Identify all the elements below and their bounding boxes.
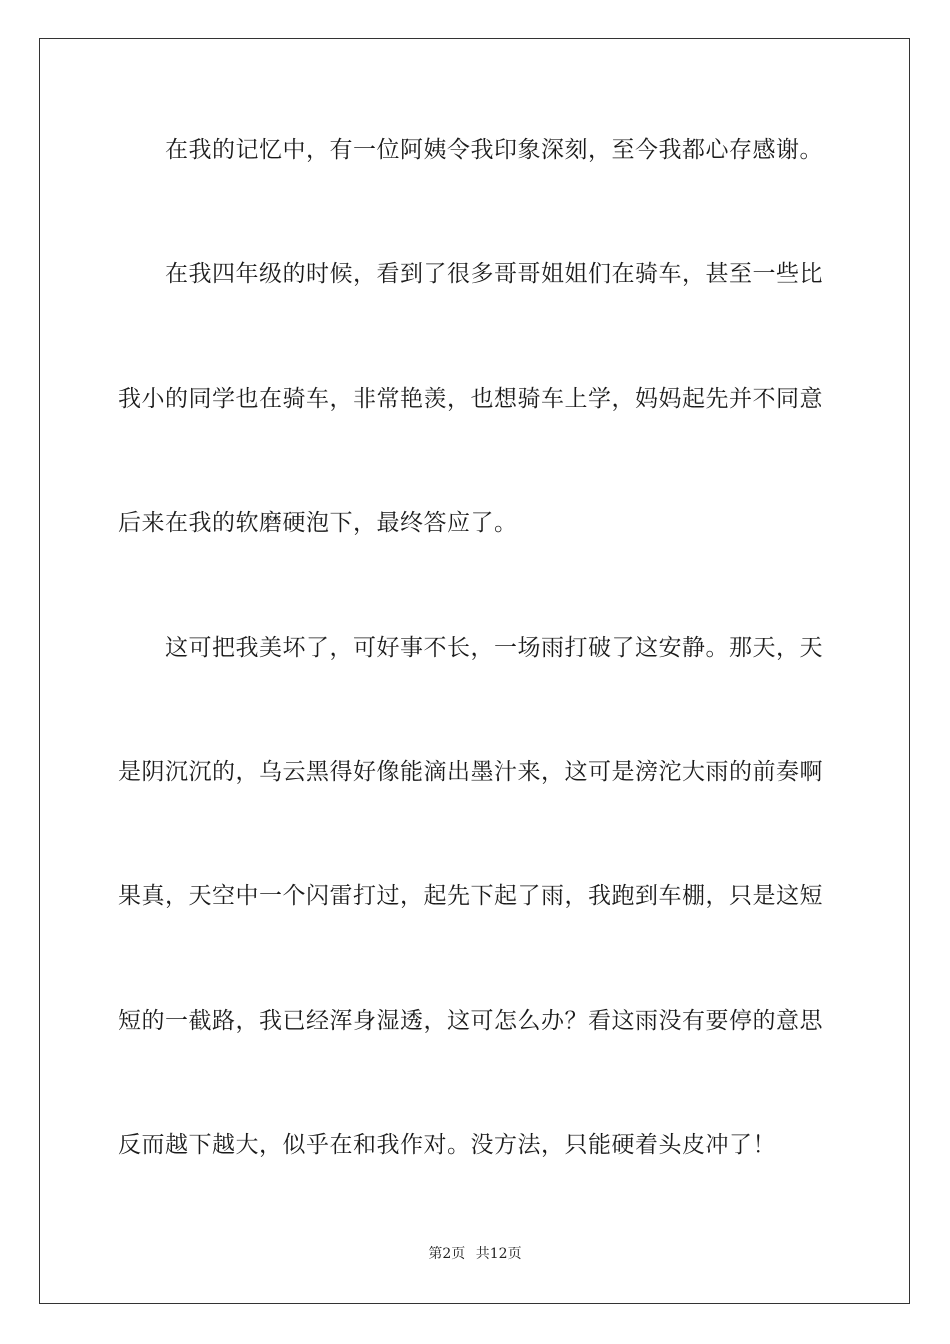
paragraph-line: 我小的同学也在骑车，非常艳羡，也想骑车上学，妈妈起先并不同意 [118, 386, 823, 412]
paragraph-line: 是阴沉沉的，乌云黑得好像能滴出墨汁来，这可是滂沱大雨的前奏啊 [118, 759, 823, 785]
paragraph-line: 后来在我的软磨硬泡下，最终答应了。 [118, 510, 518, 536]
paragraph-line: 在我四年级的时候，看到了很多哥哥姐姐们在骑车，甚至一些比 [165, 261, 823, 287]
page-number: 第2页 [428, 1246, 466, 1262]
paragraph-line: 反而越下越大，似乎在和我作对。没方法，只能硬着头皮冲了！ [118, 1132, 776, 1158]
paragraph-line: 短的一截路，我已经浑身湿透，这可怎么办？看这雨没有要停的意思 [118, 1008, 823, 1034]
page-footer [0, 1244, 950, 1264]
paragraph-line: 果真，天空中一个闪雷打过，起先下起了雨，我跑到车棚，只是这短 [118, 883, 823, 909]
paragraph-line: 这可把我美坏了，可好事不长，一场雨打破了这安静。那天，天 [165, 635, 823, 661]
page-total: 共12页 [475, 1246, 522, 1262]
page-border [39, 38, 910, 1304]
paragraph-line: 在我的记忆中，有一位阿姨令我印象深刻，至今我都心存感谢。 [165, 137, 823, 163]
